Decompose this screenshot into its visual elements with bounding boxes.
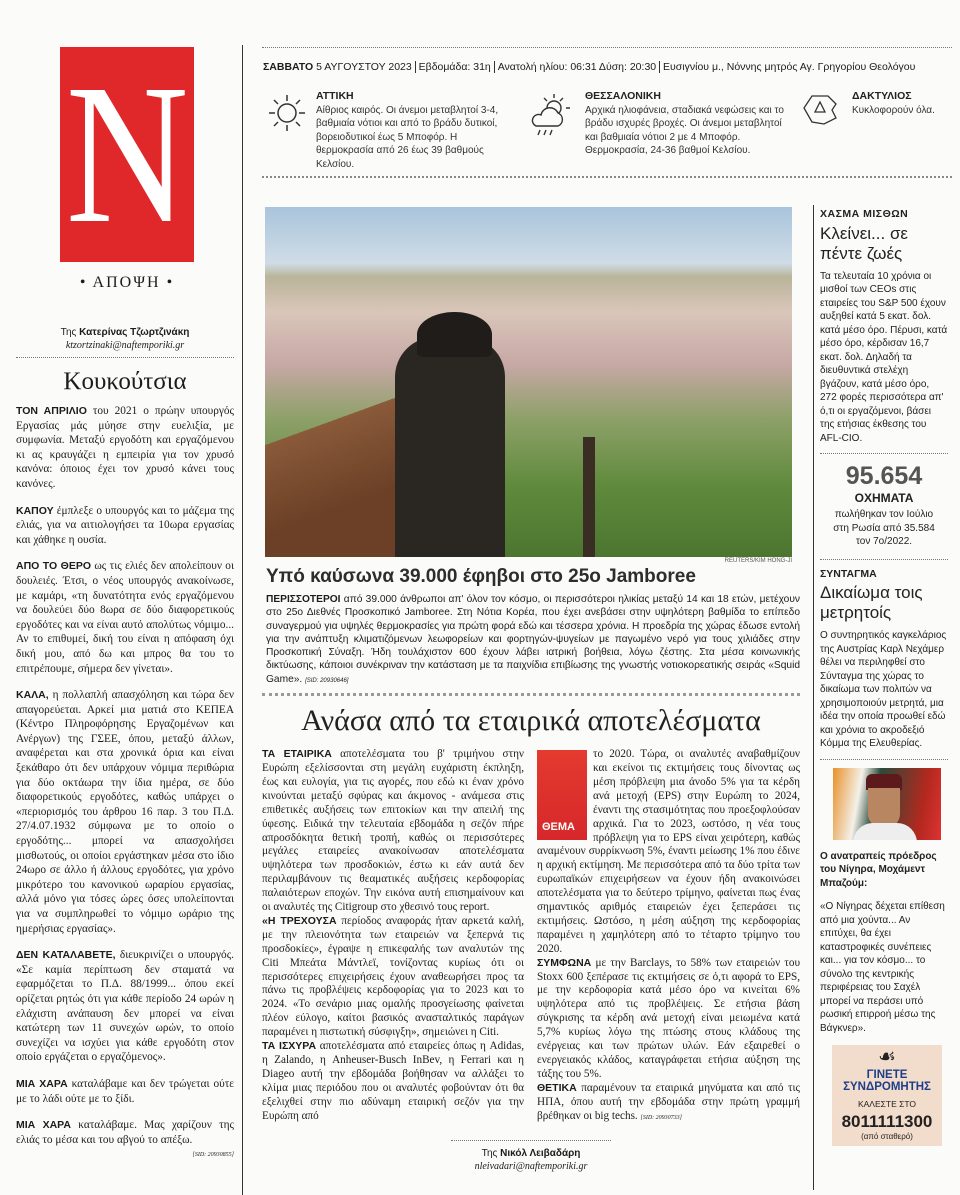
paragraph-lead: ΔΕΝ ΚΑΤΑΛΑΒΕΤΕ, — [16, 949, 116, 962]
traffic-ring-icon — [800, 92, 840, 131]
paragraph: το 2020. Τώρα, οι αναλυτές αναβαθμίζουν και εκείνοι τις εκτιμήσεις τους δίνοντας ως μέση πρόβλεψη μια άνοδο 5% για τα κέρδη ανά μετοχή (EPS) στην Ευρώπη το 2024, έναντι της στασιμότητας που προεξοφλούσαν αρχικά. Για το 2023, ωστόσο, η νέα τους πρόβλεψη για το EPS είναι χειρότερη, καθώς αναμένουν συρρίκνωση 5%, έναντι μείωσης 1% που έδινε η αρχική εκτίμηση. Με περισσότερα από τα δύο τρίτα των ευρωπαϊκών επιχειρήσεων να έχουν ήδη ανακοινώσει αποτελέσματα για το δεύτερο τρίμηνο, φαίνεται πως ένας σημαντικός αριθμός εταιρειών έχει ξεπεράσει τις εκτιμήσεις. Ωστόσο, η μέση αύξηση της κερδοφορίας παραμένει η χαμηλότερη από το τέταρτο τρίμηνο του 2020. — [537, 748, 800, 955]
opinion-byline: Της Κατερίνας Τζωρτζινάκη — [60, 327, 190, 338]
main-headline: Ανάσα από τα εταιρικά αποτελέσματα — [301, 704, 761, 738]
paragraph: ΑΠΟ ΤΟ ΘΕΡΟ ως τις ελιές δεν απολείπουν οι δουλειές. Έτσι, ο νέος υπουργός ανακοίνωσε, με καμάρι, «τη δυνατότητα ενός εργαζόμενου να δουλεύει δύο 8ωρα σε δύο διαφορετικούς εργοδότες και να είναι αυτό απολύτως νόμιμο... Αν το επιθυμεί, δική του είναι η απόφαση όχι δική μου, από δω και μπρος θα του το επιτρέπουμε, σήμερα δεν γίνεται». — [16, 560, 234, 675]
paragraph: ΚΑΛΑ, η πολλαπλή απασχόληση και τώρα δεν απαγορεύεται. Αρκεί μια ματιά στο ΚΕΠΕΑ (Κέντρο Πληροφόρησης Εργαζομένων και Ανέργων) της ΓΣΕΕ, όπου, μεταξύ άλλων, αναφέρεται και στα χρονικά όρια και είναι ξεκάθαρο ότι δεν υπάρχουν νόμιμα περιθώρια για δύο οκτάωρα την ίδια ημέρα, σε δύο διαφορετικούς εργοδότες, καθώς υπάρχει ο «περιορισμός του άρθρου 16 παρ. 3 του Π.Δ. 27/4.07.1932 σύμφωνα με το οποίο ο εργοδότης... μπορεί να απασχολήσει μισθωτούς, οι οποίοι εργάστηκαν μέσα στο ίδιο 24ωρο σε άλλο ή άλλους εργοδότες, για χρόνο μικρότερο του κανονικού ωραρίου εργασίας, αλλά μόνο για τόσες ώρες όσες υπολείπονται για να συμπληρωθεί το νόμιμο ωράριο της ημερήσιας εργασίας». — [16, 689, 234, 935]
main-article — [262, 748, 800, 1125]
paragraph-lead: ΜΙΑ ΧΑΡΑ — [16, 1077, 68, 1090]
paragraph-lead: ΜΙΑ ΧΑΡΑ — [16, 1119, 71, 1132]
opinion-column — [16, 326, 234, 1159]
theme-tag: ΘΕΜΑ — [537, 750, 593, 840]
paragraph-lead: ΤΑ ΕΤΑΙΡΙΚΑ — [262, 748, 332, 761]
rain-cloud-icon — [528, 92, 570, 143]
sidebar-stat: 95.654 ΟΧΗΜΑΤΑ πωλήθηκαν τον Ιούλιο στη Ρωσία από 35.584 τον 7ο/2022. — [833, 462, 935, 547]
weather-thessaloniki: ΘΕΣΣΑΛΟΝΙΚΗ Αρχικά ηλιοφάνεια, σταδιακά νεφώσεις και το βράδυ ισχυρές βροχές. Οι άνεμοι μεταβλητοί και βαθμιαία νότιοι 2 με 4 Μποφόρ. Θερμοκρασία, 24-36 βαθμοί Κελσίου. — [585, 90, 784, 156]
paragraph: «Η ΤΡΕΧΟΥΣΑ περίοδος αναφοράς ήταν αρκετά καλή, με την πλειονότητα των εταιρειών να ξεπερνά τις προσδοκίες», έγραψε η επικεφαλής των αναλυτών της Citi Μπεάτα Μάντλεϊ, τονίζοντας κυρίως ότι οι περισσότερες επιχειρήσεις έχουν αναθεωρήσει προς τα πάνω τις προβλέψεις κερδοφορίας για το 2023 και το 2024. «Το σενάριο μιας ομαλής προσγείωσης φαίνεται πλέον εύλογο, καίτοι βασικός ανασταλτικός παράγων παραμένει η πιστωτική σύσφιγξη», σημειώνει η Citi. — [262, 914, 525, 1039]
paragraph: ΤΑ ΙΣΧΥΡΑ αποτελέσματα από εταιρείες όπως η Adidas, η Zalando, η Anheuser-Busch InBev, η Ferrari και η Diageo αυτή την εβδομάδα βοήθησαν να αλλάξει το κλίμα μιας περιόδου που οι αναλυτές φοβούνταν ότι θα εξελιχθεί στην πιο αδύναμη εταιρική σεζόν για την Ευρώπη από — [262, 1040, 524, 1122]
jamboree-title: Υπό καύσωνα 39.000 έφηβοι στο 25ο Jamboree — [266, 566, 696, 587]
opinion-email[interactable]: ktzortzinaki@naftemporiki.gr — [65, 340, 185, 351]
subscribe-phone[interactable]: 8011111300 — [841, 1112, 933, 1131]
paragraph: ΜΙΑ ΧΑΡΑ καταλάβαμε. Μας χαρίζουν της ελιάς το μέσα και του αβγού το απέξω. — [16, 1119, 234, 1146]
column-divider — [813, 205, 814, 1190]
photo-credit: REUTERS/KIM HONG-JI — [724, 558, 792, 564]
paragraph: ΔΕΝ ΚΑΤΑΛΑΒΕΤΕ, διευκρινίζει ο υπουργός. «Σε καμία περίπτωση δεν σταματά να εφαρμόζεται το Π.Δ. 88/1999... όπου εκεί ορίζεται ρητώς ότι για κάθε περίοδο 24 ωρών η ελάχιστη ανάπαυση δεν μπορεί να είναι κατώτερη των 11 συνεχών ωρών, το οποίο συνεχίζει να ισχύει για κάθε εργοδότη στον οποίο εργάζεται ο εργαζόμενος». — [16, 949, 234, 1064]
paragraph: ΤΑ ΕΤΑΙΡΙΚΑ αποτελέσματα του β' τριμήνου στην Ευρώπη εξελίσσονται στη μεγάλη ευχάριστη έκπληξη, έως και ευλογία, για τις αγορές, που εδώ κι έναν χρόνο κινούνται μεταξύ σφύρας και άκμονος - ανάμεσα στις επιθετικές αυξήσεις των επιτοκίων και την απειλή της ύφεσης. Ειδικά την τελευταία εβδομάδα η σεζόν πήρε απροσδόκητα θετική τροπή, καθώς οι περισσότερες μεγάλες εταιρείες ανακοίνωσαν αποτελέσματα υψηλότερα των προσδοκιών, έστω κι εάν αυτά δεν περιλαμβάνουν τις θεαματικές αυξήσεις κερδοφορίας παλαιότερων εποχών. Την εικόνα αυτή επισημαίνουν και οι αναλυτές της Citigroup στο χθεσινό τους report. — [262, 748, 524, 914]
paragraph: ΣΥΜΦΩΝΑ με την Barclays, το 58% των εταιρειών του Stoxx 600 ξεπέρασε τις εκτιμήσεις σε ό,τι αφορά το EPS, με την κερδοφορία κατά μέσο όρο να κινείται 6% υψηλότερα από τις προβλέψεις. Σε ετήσια βάση σύγκρισης τα κέρδη ανά μετοχή είναι μειωμένα κατά 5,7% κυρίως λόγω της πτώσης στους κλάδους της ενέργειας και των πρώτων υλών. Εάν εξαιρεθεί ο ενεργειακός κλάδος, καταγράφεται ετήσια αύξηση της τάξης του 5%. — [537, 956, 800, 1080]
paragraph-lead: «Η ΤΡΕΧΟΥΣΑ — [262, 914, 337, 927]
column-divider — [242, 45, 243, 1195]
paragraph-lead: ΑΠΟ ΤΟ ΘΕΡΟ — [16, 560, 91, 573]
section-label: • ΑΠΟΨΗ • — [79, 274, 175, 291]
opinion-body — [16, 404, 234, 1159]
weather-ring: ΔΑΚΤΥΛΙΟΣ Κυκλοφορούν όλα. — [852, 90, 935, 116]
weather-attica: ΑΤΤΙΚΗ Αίθριος καιρός. Οι άνεμοι μεταβλητοί 3-4, βαθμιαία νότιοι και από το βράδυ δυτικοί, βορειοδυτικοί έως 5 Μποφόρ. Η θερμοκρασία από 26 έως 39 βαθμούς Κελσίου. — [316, 90, 499, 170]
paragraph: ΜΙΑ ΧΑΡΑ καταλάβαμε και δεν τρώγεται ούτε με το λάδι ούτε με το ξίδι. — [16, 1077, 234, 1105]
subscribe-promo[interactable]: ☙ ΓΙΝΕΤΕ ΣΥΝΔΡΟΜΗΤΗΣ ΚΑΛΕΣΤΕ ΣΤΟ 8011111300 (από σταθερό) — [832, 1045, 942, 1146]
paragraph-lead: ΤΑ ΙΣΧΥΡΑ — [262, 1040, 317, 1053]
sun-icon — [266, 92, 308, 139]
sidebar-quote: Ο ανατραπείς πρόεδρος του Νίγηρα, Μοχάμεντ Μπαζούμ: «Ο Νίγηρας δέχεται επίθεση από μια χούντα... Αν επιτύχει, θα έχει καταστροφικές συνέπειες και... για τον κόσμο... το σύνολο της κεντρικής περιφέρειας του Σαχέλ μπορεί να περάσει υπό ρωσική επιρροή μέσω της Βάγκνερ». — [820, 850, 945, 1034]
reader-icon: ☙ — [878, 1046, 896, 1068]
paragraph-lead: ΚΑΛΑ, — [16, 689, 49, 702]
jamboree-body: ΠΕΡΙΣΣΟΤΕΡΟΙ από 39.000 άνθρωποι απ' όλον τον κόσμο, οι περισσότεροι ηλικίας μεταξύ 14 και 18 ετών, μετέχουν στο 25ο Διεθνές Προσκοπικό Jamboree. Στη Νότια Κορέα, που έχει ανεβάσει στην υψηλότερη βαθμίδα το επίπεδο συναγερμού για υψηλές θερμοκρασίες για πρώτη φορά εδώ και τέσσερα χρόνια. Η προεδρία της χώρας έδωσε εντολή για την ανάπτυξη κλιματιζόμενων λεωφορείων και φορτηγών-ψυγείων με παγωμένο νερό για τους χιλιάδες στην Προσκοπική Σύναξη. Ήδη τουλάχιστον 600 έχουν λάβει ιατρική βοήθεια, λόγω ζέστης. Στα μέσα κοινωνικής δικτύωσης, κάποιοι συνέκριναν την κατάσταση με τα παιχνίδια επιβίωσης της γνωστής νοτιοκορεατικής σειράς «Squid Game». [SID: 20930646] — [266, 594, 800, 685]
paragraph-lead: ΘΕΤΙΚΑ — [537, 1081, 577, 1094]
main-col-1 — [262, 748, 524, 1125]
jamboree-photo — [265, 207, 792, 557]
paragraph-lead: ΚΑΠΟΥ — [16, 504, 54, 517]
middle-column — [262, 558, 800, 1173]
main-email[interactable]: nleivadari@naftemporiki.gr — [474, 1160, 588, 1172]
sidebar-constitution: ΣΥΝΤΑΓΜΑ Δικαίωμα τοις μετρητοίς Ο συντηρητικός καγκελάριος της Αυστρίας Καρλ Νεχάμερ θέλει να περιληφθεί στο Σύνταγμα της χώρας το δικαίωμα των πολιτών να χρησιμοποιούν μετρητά, μια ιδέα την οποία προωθεί εδώ και χρόνια το ακροδεξιό Κόμμα της Ελευθερίας. — [820, 567, 947, 749]
sid-code: [SID: 20930855] — [192, 1152, 234, 1159]
paragraph: ΤΟΝ ΑΠΡΙΛΙΟ του 2021 ο πρώην υπουργός Εργασίας μάς μύησε στην ευελιξία, με συμφωνία. Μεταξύ εργοδότη και εργαζόμενου κι ας κραυγάζει η εμπειρία για τον χρυσό κανόνα: όποιος έχει τον χρυσό κάνει τους κανόνες. — [16, 405, 234, 490]
newspaper-logo: N — [60, 47, 194, 262]
opinion-title: Κουκούτσια — [63, 368, 187, 395]
sidebar — [820, 208, 948, 1146]
main-col-2 — [537, 748, 800, 1125]
paragraph-lead: ΣΥΜΦΩΝΑ — [537, 956, 592, 969]
niger-president-photo — [833, 768, 941, 840]
date-bar: ΣΑΒΒΑΤΟ 5 ΑΥΓΟΥΣΤΟΥ 2023 Εβδομάδα: 31η Ανατολή ηλίου: 06:31 Δύση: 20:30 Ευσιγνίου μ., Νόννης μητρός Αγ. Γρηγορίου Θεολόγου — [263, 61, 916, 73]
paragraph: ΘΕΤΙΚΑ παραμένουν τα εταιρικά μηνύματα και από τις ΗΠΑ, όπου αυτή την εβδομάδα στην πρώτη γραμμή βρέθηκαν οι big techs. [SID: 20930733] — [537, 1081, 800, 1122]
paragraph-lead: ΤΟΝ ΑΠΡΙΛΙΟ — [16, 405, 87, 417]
sidebar-wage: ΧΑΣΜΑ ΜΙΣΘΩΝ Κλείνει... σε πέντε ζωές Τα τελευταία 10 χρόνια οι μισθοί των CEOs στις εταιρείες του S&P 500 έχουν αυξηθεί κατά 5 εκατ. δολ. κατά μέσο όρο. Πέρυσι, κατά μέσο όρο, κέρδισαν 16,7 εκατ. δολ. Δηλαδή τα διευθυντικά στελέχη βγάζουν, κατά μέσο όρο, 272 φορές περισσότερα απ' ό,τι οι εργαζόμενοι, βάσει της ετήσιας έκθεσης του AFL-CIO. — [820, 208, 948, 444]
main-byline: Της Νικόλ Λειβαδάρη — [481, 1147, 581, 1159]
paragraph: ΚΑΠΟΥ έμπλεξε ο υπουργός και το μάζεμα της ελιάς, για να αιτιολογήσει τα 10ωρα εργασίας και χάθηκε η ουσία. — [16, 504, 234, 546]
sid-code: [SID: 20930733] — [640, 1114, 683, 1121]
